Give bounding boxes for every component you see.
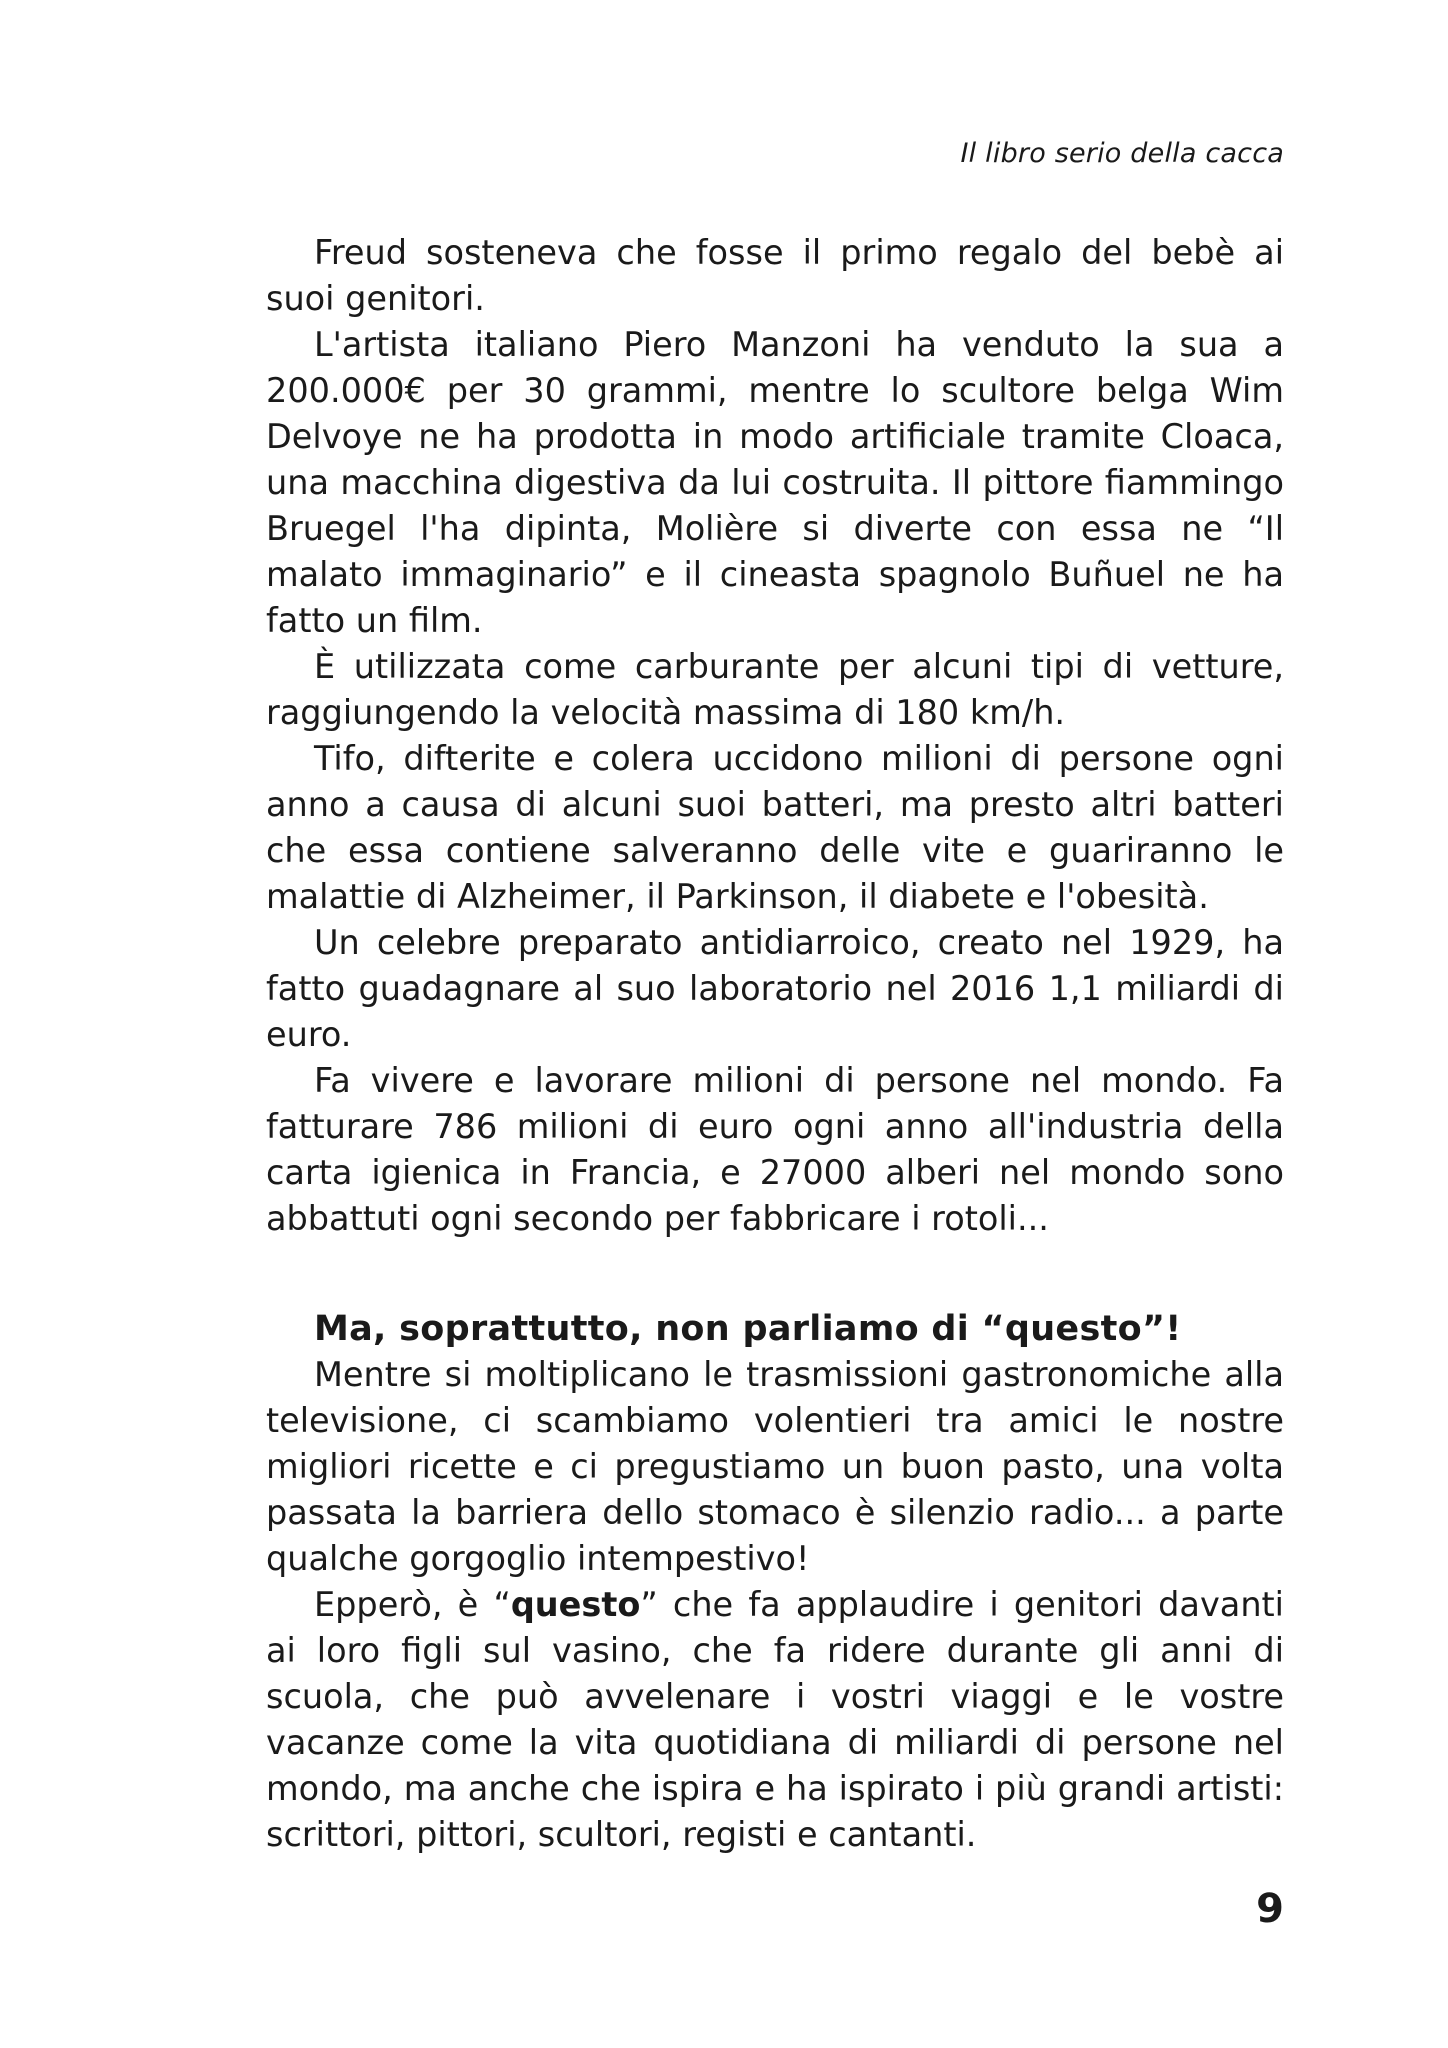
questo-emphasis: questo xyxy=(510,1585,641,1624)
paragraph-artists: L'artista italiano Piero Manzoni ha venduto la sua a 200.000€ per 30 grammi, mentre lo scultore belga Wim Delvoye ne ha prodotta in modo artificiale tramite Cloaca, una macchina digestiva da lui costruita. Il pittore fiammingo Bruegel l'ha dipinta, Molière si diverte con essa ne “Il malato immaginario” e il cineasta spagnolo Buñuel ne ha fatto un film. xyxy=(266,325,1284,640)
section-heading: Ma, soprattutto, non parliamo di “questo”! xyxy=(314,1309,1182,1349)
running-head: Il libro serio della cacca xyxy=(960,138,1284,169)
paragraph-questo-end: ” che fa applaudire i genitori davanti ai loro figli sul vasino, che fa ridere durante gli anni di scuola, che può avvelenare i vostri viaggi e le vostre vacanze come la vita quotidiana di miliardi di persone nel mondo, ma anche che ispira e ha ispirato i più grandi artisti: scrittori, pittori, scultori, registi e cantanti. xyxy=(266,1585,1284,1854)
paragraph-fuel: È utilizzata come carburante per alcuni tipi di vetture, raggiungendo la velocità massima di 180 km/h. xyxy=(266,647,1284,732)
page-number: 9 xyxy=(1256,1886,1284,1932)
page-body xyxy=(266,230,1284,1858)
paragraph-bacteria: Tifo, difterite e colera uccidono milioni di persone ogni anno a causa di alcuni suoi batteri, ma presto altri batteri che essa contiene salveranno delle vite e guariranno le malattie di Alzheimer, il Parkinson, il diabete e l'obesità. xyxy=(266,739,1284,916)
paragraph-questo-start: Epperò, è “ xyxy=(314,1585,511,1624)
paragraph-freud: Freud sosteneva che fosse il primo regalo del bebè ai suoi genitori. xyxy=(266,233,1284,318)
paragraph-economy: Fa vivere e lavorare milioni di persone nel mondo. Fa fatturare 786 milioni di euro ogni anno all'industria della carta igienica in Francia, e 27000 alberi nel mondo sono abbattuti ogni secondo per fabbricare i rotoli... xyxy=(266,1061,1284,1238)
paragraph-questo xyxy=(266,1582,1284,1858)
paragraph-gastronomy: Mentre si moltiplicano le trasmissioni gastronomiche alla televisione, ci scambiamo volentieri tra amici le nostre migliori ricette e ci pregustiamo un buon pasto, una volta passata la barriera dello stomaco è silenzio radio... a parte qualche gorgoglio intempestivo! xyxy=(266,1355,1284,1578)
paragraph-antidiarrheal: Un celebre preparato antidiarroico, creato nel 1929, ha fatto guadagnare al suo laboratorio nel 2016 1,1 miliardi di euro. xyxy=(266,923,1284,1054)
